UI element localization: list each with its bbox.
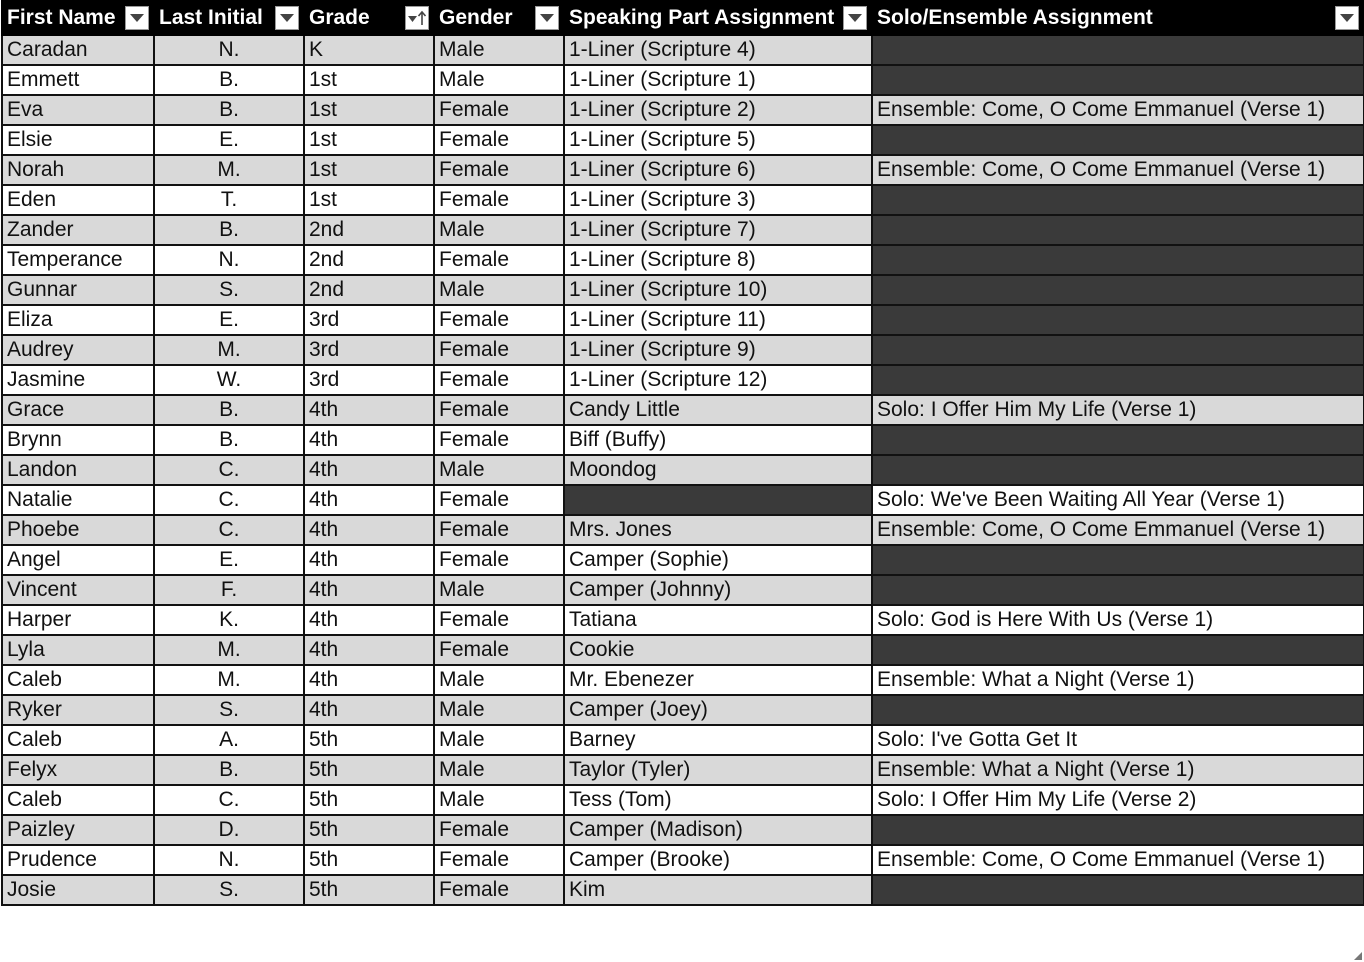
last-initial-cell[interactable]: B. — [154, 425, 304, 455]
speaking-part-cell[interactable]: Tatiana — [564, 605, 872, 635]
speaking-part-cell[interactable]: 1-Liner (Scripture 12) — [564, 365, 872, 395]
first-name-cell[interactable]: Harper — [2, 605, 154, 635]
first-name-cell[interactable]: Natalie — [2, 485, 154, 515]
gender-cell[interactable]: Male — [434, 785, 564, 815]
table-row — [2, 245, 1364, 275]
column-header-last-initial[interactable] — [154, 1, 304, 35]
table-row — [2, 35, 1364, 65]
filter-dropdown-icon[interactable] — [125, 6, 149, 30]
first-name-cell[interactable]: Caradan — [2, 35, 154, 65]
solo-ensemble-cell[interactable] — [872, 365, 1364, 395]
column-header-first-name[interactable] — [2, 1, 154, 35]
gender-cell[interactable]: Male — [434, 725, 564, 755]
last-initial-cell[interactable]: M. — [154, 335, 304, 365]
last-initial-cell[interactable]: C. — [154, 485, 304, 515]
grade-cell[interactable]: 4th — [304, 575, 434, 605]
last-initial-cell[interactable]: S. — [154, 875, 304, 905]
first-name-cell[interactable]: Prudence — [2, 845, 154, 875]
table-row — [2, 755, 1364, 785]
gender-cell[interactable]: Male — [434, 695, 564, 725]
solo-ensemble-cell[interactable] — [872, 245, 1364, 275]
last-initial-cell[interactable]: N. — [154, 845, 304, 875]
column-header-label: Speaking Part Assignment — [569, 6, 835, 29]
speaking-part-cell[interactable]: 1-Liner (Scripture 1) — [564, 65, 872, 95]
table-row — [2, 815, 1364, 845]
first-name-cell[interactable]: Eliza — [2, 305, 154, 335]
table-row — [2, 455, 1364, 485]
grade-cell[interactable]: 2nd — [304, 275, 434, 305]
gender-cell[interactable]: Female — [434, 395, 564, 425]
speaking-part-cell[interactable]: Camper (Johnny) — [564, 575, 872, 605]
speaking-part-cell[interactable]: Taylor (Tyler) — [564, 755, 872, 785]
gender-cell[interactable]: Female — [434, 365, 564, 395]
gender-cell[interactable]: Female — [434, 545, 564, 575]
first-name-cell[interactable]: Elsie — [2, 125, 154, 155]
solo-ensemble-cell[interactable] — [872, 875, 1364, 905]
table-row — [2, 185, 1364, 215]
grade-cell[interactable]: 1st — [304, 95, 434, 125]
gender-cell[interactable]: Male — [434, 275, 564, 305]
solo-ensemble-cell[interactable] — [872, 455, 1364, 485]
speaking-part-cell[interactable]: Moondog — [564, 455, 872, 485]
table-row — [2, 515, 1364, 545]
gender-cell[interactable]: Female — [434, 245, 564, 275]
table-row — [2, 545, 1364, 575]
solo-ensemble-cell[interactable] — [872, 305, 1364, 335]
speaking-part-cell[interactable]: Cookie — [564, 635, 872, 665]
gender-cell[interactable]: Female — [434, 875, 564, 905]
filter-dropdown-icon[interactable] — [843, 6, 867, 30]
solo-ensemble-cell[interactable] — [872, 425, 1364, 455]
sort-ascending-filter-icon[interactable] — [405, 6, 429, 30]
first-name-cell[interactable]: Vincent — [2, 575, 154, 605]
solo-ensemble-cell[interactable]: Ensemble: Come, O Come Emmanuel (Verse 1) — [872, 515, 1364, 545]
last-initial-cell[interactable]: B. — [154, 95, 304, 125]
gender-cell[interactable]: Male — [434, 755, 564, 785]
grade-cell[interactable]: 4th — [304, 455, 434, 485]
column-header-label: Gender — [439, 6, 513, 29]
solo-ensemble-cell[interactable] — [872, 275, 1364, 305]
grade-cell[interactable]: 1st — [304, 155, 434, 185]
speaking-part-cell[interactable]: 1-Liner (Scripture 2) — [564, 95, 872, 125]
table-row — [2, 395, 1364, 425]
first-name-cell[interactable]: Phoebe — [2, 515, 154, 545]
speaking-part-cell[interactable]: Mr. Ebenezer — [564, 665, 872, 695]
grade-cell[interactable]: 4th — [304, 635, 434, 665]
first-name-cell[interactable]: Jasmine — [2, 365, 154, 395]
first-name-cell[interactable]: Temperance — [2, 245, 154, 275]
solo-ensemble-cell[interactable] — [872, 215, 1364, 245]
last-initial-cell[interactable]: F. — [154, 575, 304, 605]
grade-cell[interactable]: 5th — [304, 725, 434, 755]
first-name-cell[interactable]: Gunnar — [2, 275, 154, 305]
grade-cell[interactable]: 1st — [304, 125, 434, 155]
speaking-part-cell[interactable]: 1-Liner (Scripture 4) — [564, 35, 872, 65]
grade-cell[interactable]: 4th — [304, 395, 434, 425]
solo-ensemble-cell[interactable]: Solo: We've Been Waiting All Year (Verse 1) — [872, 485, 1364, 515]
speaking-part-cell[interactable]: Camper (Sophie) — [564, 545, 872, 575]
table-row — [2, 635, 1364, 665]
gender-cell[interactable]: Male — [434, 215, 564, 245]
column-header-gender[interactable] — [434, 1, 564, 35]
column-header-solo-ensemble[interactable] — [872, 1, 1364, 35]
solo-ensemble-cell[interactable]: Solo: I've Gotta Get It — [872, 725, 1364, 755]
gender-cell[interactable]: Female — [434, 485, 564, 515]
last-initial-cell[interactable]: N. — [154, 35, 304, 65]
last-initial-cell[interactable]: M. — [154, 635, 304, 665]
grade-cell[interactable]: 5th — [304, 875, 434, 905]
speaking-part-cell[interactable]: 1-Liner (Scripture 8) — [564, 245, 872, 275]
table-row — [2, 695, 1364, 725]
gender-cell[interactable]: Female — [434, 635, 564, 665]
solo-ensemble-cell[interactable]: Ensemble: What a Night (Verse 1) — [872, 755, 1364, 785]
speaking-part-cell[interactable]: Biff (Buffy) — [564, 425, 872, 455]
first-name-cell[interactable]: Audrey — [2, 335, 154, 365]
last-initial-cell[interactable]: E. — [154, 545, 304, 575]
gender-cell[interactable]: Female — [434, 845, 564, 875]
first-name-cell[interactable]: Landon — [2, 455, 154, 485]
grade-cell[interactable]: 4th — [304, 485, 434, 515]
table-row — [2, 365, 1364, 395]
table-row — [2, 425, 1364, 455]
last-initial-cell[interactable]: C. — [154, 455, 304, 485]
speaking-part-cell[interactable]: Camper (Brooke) — [564, 845, 872, 875]
first-name-cell[interactable]: Ryker — [2, 695, 154, 725]
speaking-part-cell[interactable]: Candy Little — [564, 395, 872, 425]
last-initial-cell[interactable]: B. — [154, 65, 304, 95]
last-initial-cell[interactable]: W. — [154, 365, 304, 395]
solo-ensemble-cell[interactable]: Ensemble: Come, O Come Emmanuel (Verse 1) — [872, 155, 1364, 185]
solo-ensemble-cell[interactable] — [872, 65, 1364, 95]
table-row — [2, 65, 1364, 95]
first-name-cell[interactable]: Lyla — [2, 635, 154, 665]
solo-ensemble-cell[interactable] — [872, 545, 1364, 575]
table-row — [2, 155, 1364, 185]
last-initial-cell[interactable]: M. — [154, 665, 304, 695]
solo-ensemble-cell[interactable]: Solo: I Offer Him My Life (Verse 1) — [872, 395, 1364, 425]
first-name-cell[interactable]: Caleb — [2, 665, 154, 695]
last-initial-cell[interactable]: A. — [154, 725, 304, 755]
gender-cell[interactable]: Female — [434, 155, 564, 185]
solo-ensemble-cell[interactable] — [872, 35, 1364, 65]
grade-cell[interactable]: 4th — [304, 605, 434, 635]
gender-cell[interactable]: Female — [434, 515, 564, 545]
gender-cell[interactable]: Female — [434, 335, 564, 365]
filter-dropdown-icon[interactable] — [1335, 6, 1359, 30]
grade-cell[interactable]: 5th — [304, 845, 434, 875]
gender-cell[interactable]: Female — [434, 95, 564, 125]
solo-ensemble-cell[interactable] — [872, 125, 1364, 155]
first-name-cell[interactable]: Eden — [2, 185, 154, 215]
speaking-part-cell[interactable]: Mrs. Jones — [564, 515, 872, 545]
table-resize-handle-icon[interactable] — [1354, 952, 1362, 960]
speaking-part-cell[interactable]: 1-Liner (Scripture 7) — [564, 215, 872, 245]
solo-ensemble-cell[interactable]: Solo: God is Here With Us (Verse 1) — [872, 605, 1364, 635]
table-row — [2, 845, 1364, 875]
first-name-cell[interactable]: Zander — [2, 215, 154, 245]
table-row — [2, 605, 1364, 635]
table-row — [2, 335, 1364, 365]
solo-ensemble-cell[interactable]: Ensemble: What a Night (Verse 1) — [872, 665, 1364, 695]
gender-cell[interactable]: Female — [434, 125, 564, 155]
gender-cell[interactable]: Female — [434, 605, 564, 635]
table-row — [2, 125, 1364, 155]
speaking-part-cell[interactable]: Camper (Madison) — [564, 815, 872, 845]
speaking-part-cell[interactable]: 1-Liner (Scripture 3) — [564, 185, 872, 215]
grade-cell[interactable]: 3rd — [304, 335, 434, 365]
first-name-cell[interactable]: Felyx — [2, 755, 154, 785]
column-header-label: First Name — [7, 6, 116, 29]
first-name-cell[interactable]: Caleb — [2, 785, 154, 815]
last-initial-cell[interactable]: B. — [154, 395, 304, 425]
column-header-label: Solo/Ensemble Assignment — [877, 6, 1153, 29]
first-name-cell[interactable]: Emmett — [2, 65, 154, 95]
speaking-part-cell[interactable]: Barney — [564, 725, 872, 755]
first-name-cell[interactable]: Angel — [2, 545, 154, 575]
last-initial-cell[interactable]: B. — [154, 755, 304, 785]
solo-ensemble-cell[interactable] — [872, 815, 1364, 845]
grade-cell[interactable]: 4th — [304, 515, 434, 545]
speaking-part-cell[interactable]: 1-Liner (Scripture 11) — [564, 305, 872, 335]
speaking-part-cell[interactable]: Kim — [564, 875, 872, 905]
grade-cell[interactable]: 4th — [304, 425, 434, 455]
column-header-label: Grade — [309, 6, 370, 29]
last-initial-cell[interactable]: E. — [154, 305, 304, 335]
column-header-speaking-part[interactable] — [564, 1, 872, 35]
first-name-cell[interactable]: Norah — [2, 155, 154, 185]
speaking-part-cell[interactable]: Tess (Tom) — [564, 785, 872, 815]
column-header-label: Last Initial — [159, 6, 263, 29]
gender-cell[interactable]: Male — [434, 665, 564, 695]
last-initial-cell[interactable]: K. — [154, 605, 304, 635]
grade-cell[interactable]: 2nd — [304, 215, 434, 245]
solo-ensemble-cell[interactable]: Ensemble: Come, O Come Emmanuel (Verse 1) — [872, 845, 1364, 875]
speaking-part-cell[interactable]: 1-Liner (Scripture 5) — [564, 125, 872, 155]
table-row — [2, 95, 1364, 125]
table-row — [2, 875, 1364, 905]
last-initial-cell[interactable]: B. — [154, 215, 304, 245]
table-body — [2, 35, 1364, 905]
solo-ensemble-cell[interactable] — [872, 695, 1364, 725]
gender-cell[interactable]: Male — [434, 65, 564, 95]
gender-cell[interactable]: Female — [434, 305, 564, 335]
grade-cell[interactable]: 1st — [304, 185, 434, 215]
table-row — [2, 215, 1364, 245]
solo-ensemble-cell[interactable]: Ensemble: Come, O Come Emmanuel (Verse 1) — [872, 95, 1364, 125]
solo-ensemble-cell[interactable] — [872, 575, 1364, 605]
grade-cell[interactable]: 5th — [304, 815, 434, 845]
last-initial-cell[interactable]: T. — [154, 185, 304, 215]
filter-dropdown-icon[interactable] — [275, 6, 299, 30]
speaking-part-cell[interactable] — [564, 485, 872, 515]
solo-ensemble-cell[interactable] — [872, 635, 1364, 665]
first-name-cell[interactable]: Brynn — [2, 425, 154, 455]
first-name-cell[interactable]: Josie — [2, 875, 154, 905]
last-initial-cell[interactable]: M. — [154, 155, 304, 185]
grade-cell[interactable]: 5th — [304, 755, 434, 785]
gender-cell[interactable]: Male — [434, 35, 564, 65]
table-row — [2, 575, 1364, 605]
table-row — [2, 785, 1364, 815]
last-initial-cell[interactable]: D. — [154, 815, 304, 845]
speaking-part-cell[interactable]: 1-Liner (Scripture 10) — [564, 275, 872, 305]
table-row — [2, 725, 1364, 755]
header-row — [2, 1, 1364, 35]
last-initial-cell[interactable]: S. — [154, 695, 304, 725]
solo-ensemble-cell[interactable] — [872, 335, 1364, 365]
first-name-cell[interactable]: Eva — [2, 95, 154, 125]
first-name-cell[interactable]: Caleb — [2, 725, 154, 755]
grade-cell[interactable]: 4th — [304, 545, 434, 575]
gender-cell[interactable]: Female — [434, 815, 564, 845]
filter-dropdown-icon[interactable] — [535, 6, 559, 30]
table-row — [2, 665, 1364, 695]
grade-cell[interactable]: 4th — [304, 665, 434, 695]
grade-cell[interactable]: 3rd — [304, 365, 434, 395]
first-name-cell[interactable]: Paizley — [2, 815, 154, 845]
table-row — [2, 485, 1364, 515]
last-initial-cell[interactable]: C. — [154, 515, 304, 545]
gender-cell[interactable]: Male — [434, 575, 564, 605]
assignments-table — [1, 0, 1364, 906]
grade-cell[interactable]: 5th — [304, 785, 434, 815]
solo-ensemble-cell[interactable] — [872, 185, 1364, 215]
last-initial-cell[interactable]: S. — [154, 275, 304, 305]
last-initial-cell[interactable]: E. — [154, 125, 304, 155]
last-initial-cell[interactable]: N. — [154, 245, 304, 275]
grade-cell[interactable]: 1st — [304, 65, 434, 95]
column-header-grade[interactable] — [304, 1, 434, 35]
last-initial-cell[interactable]: C. — [154, 785, 304, 815]
speaking-part-cell[interactable]: Camper (Joey) — [564, 695, 872, 725]
gender-cell[interactable]: Female — [434, 185, 564, 215]
first-name-cell[interactable]: Grace — [2, 395, 154, 425]
gender-cell[interactable]: Female — [434, 425, 564, 455]
table-row — [2, 275, 1364, 305]
gender-cell[interactable]: Male — [434, 455, 564, 485]
speaking-part-cell[interactable]: 1-Liner (Scripture 9) — [564, 335, 872, 365]
table-row — [2, 305, 1364, 335]
grade-cell[interactable]: 4th — [304, 695, 434, 725]
grade-cell[interactable]: K — [304, 35, 434, 65]
solo-ensemble-cell[interactable]: Solo: I Offer Him My Life (Verse 2) — [872, 785, 1364, 815]
grade-cell[interactable]: 2nd — [304, 245, 434, 275]
speaking-part-cell[interactable]: 1-Liner (Scripture 6) — [564, 155, 872, 185]
grade-cell[interactable]: 3rd — [304, 305, 434, 335]
